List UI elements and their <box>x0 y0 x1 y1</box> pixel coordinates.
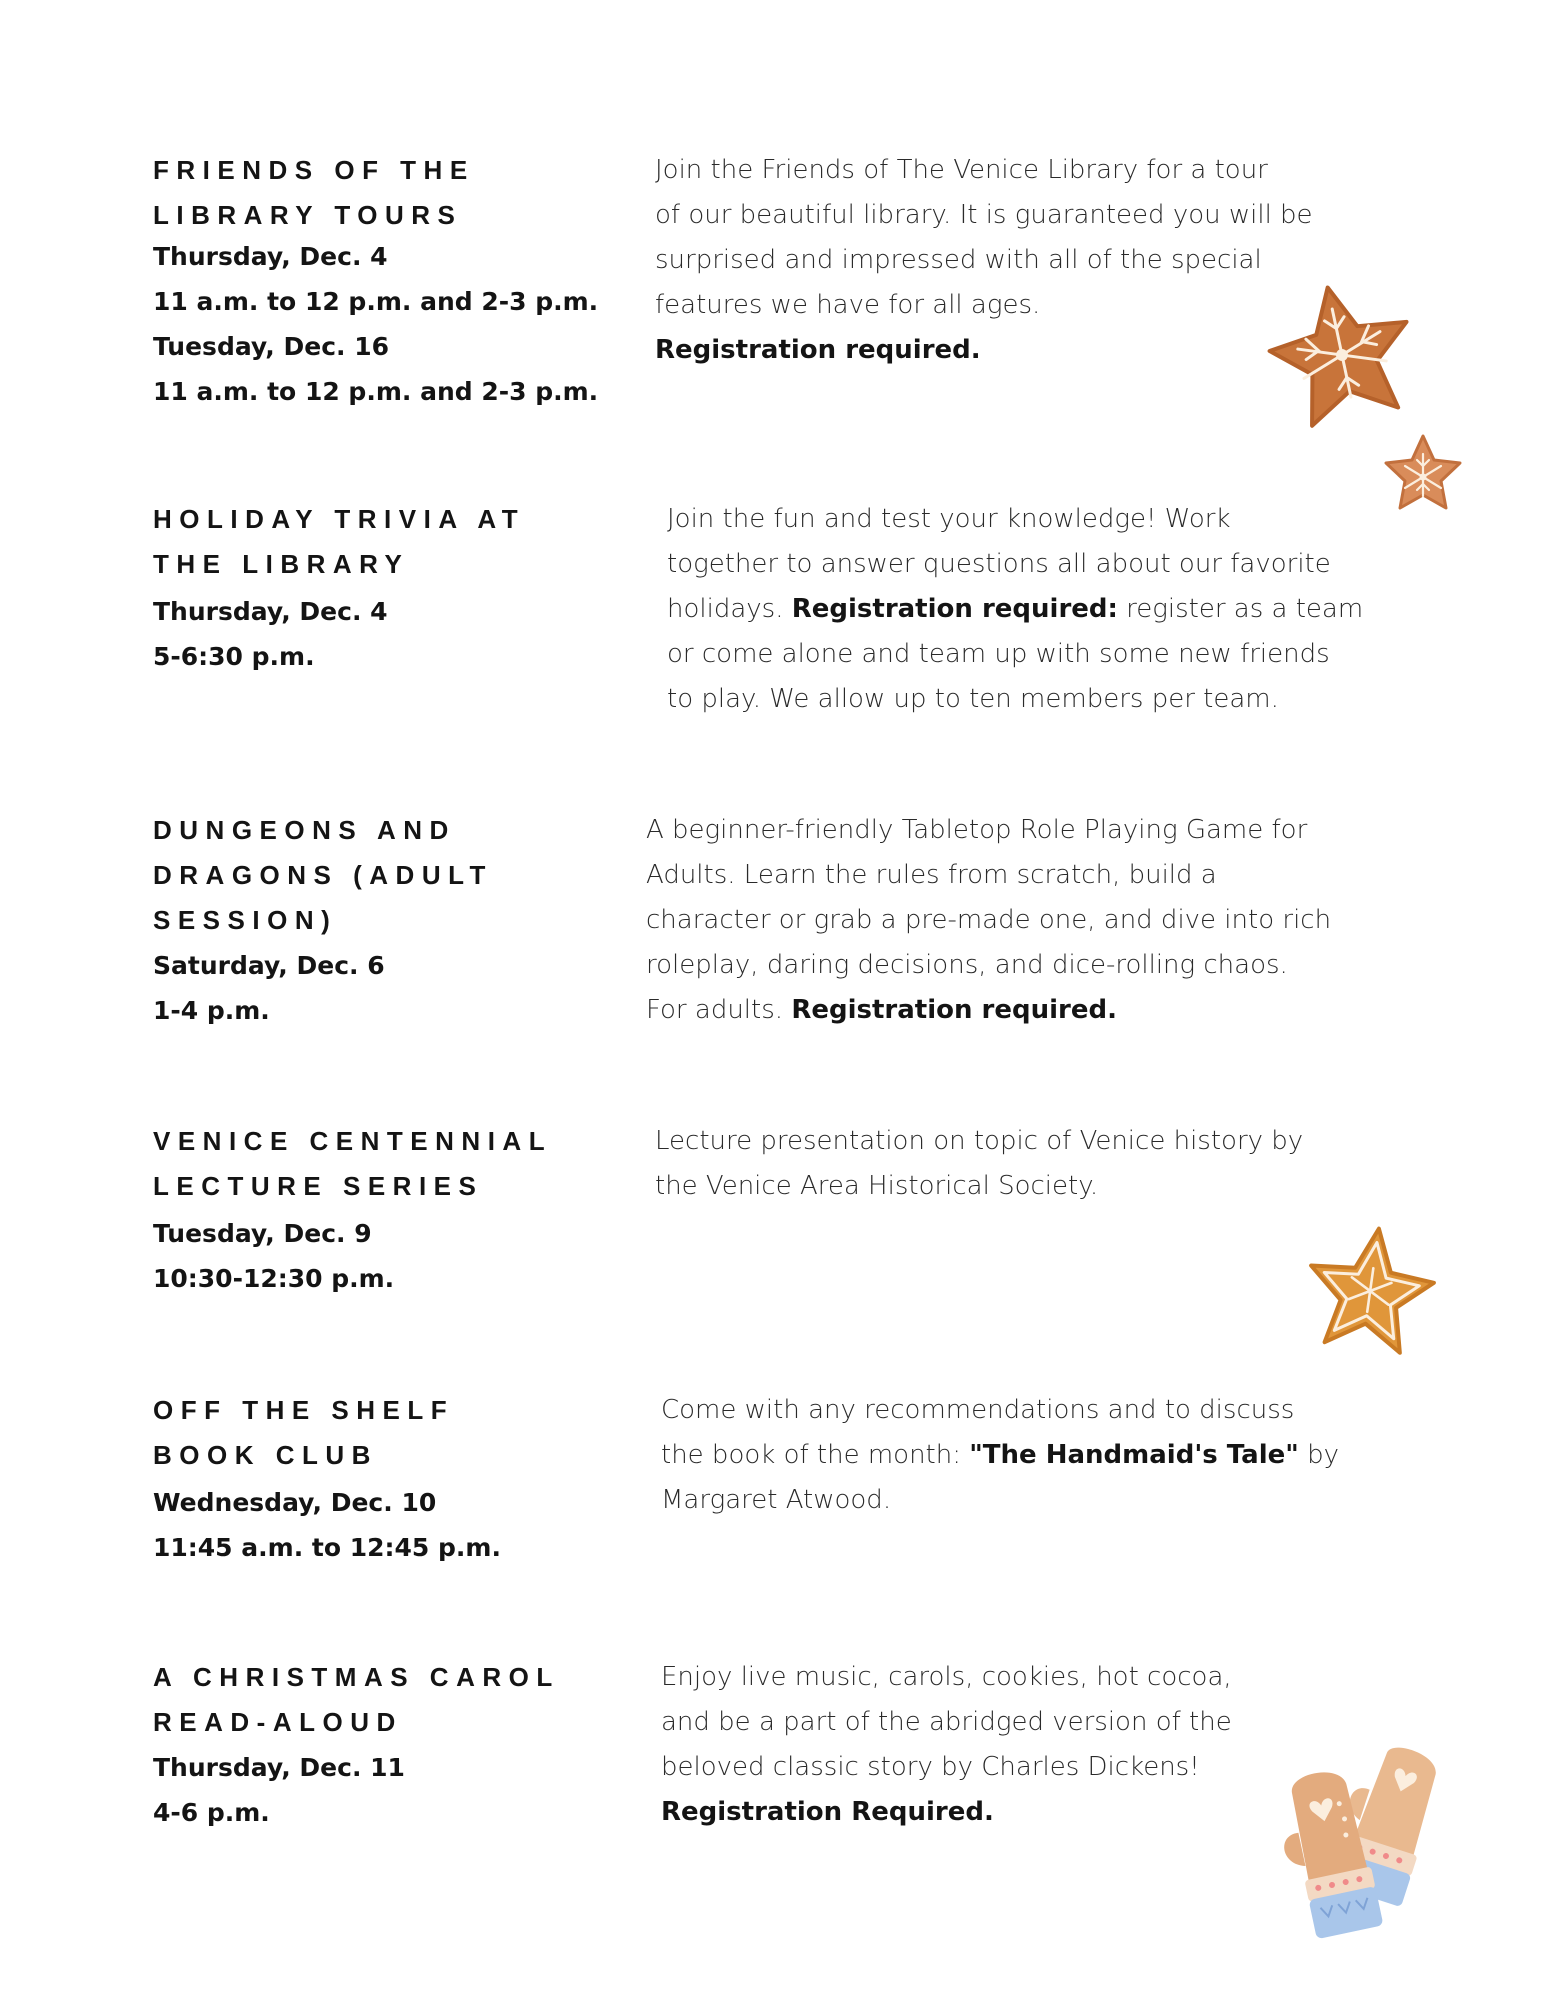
event-description <box>646 808 1386 1033</box>
event-date: Saturday, Dec. 6 <box>153 951 385 980</box>
event-title: BOOK CLUB <box>153 1440 378 1470</box>
text-span: by <box>1298 1440 1339 1470</box>
description-line: the Venice Area Historical Society. <box>655 1171 1099 1201</box>
event-title: THE LIBRARY <box>153 549 410 579</box>
text-span: holidays. <box>667 594 792 624</box>
event-info <box>153 808 623 1033</box>
event-title: SESSION) <box>153 905 338 935</box>
event-date: Tuesday, Dec. 9 <box>153 1219 372 1248</box>
event-time: 11 a.m. to 12 p.m. and 2-3 p.m. <box>153 377 599 406</box>
description-line: and be a part of the abridged version of the <box>661 1707 1232 1737</box>
description-line: Come with any recommendations and to discuss <box>661 1395 1295 1425</box>
event-description <box>661 1388 1381 1523</box>
description-line: or come alone and team up with some new friends <box>667 639 1330 669</box>
description-line: A beginner-friendly Tabletop Role Playing Game for <box>646 815 1308 845</box>
event-info <box>153 1655 623 1835</box>
description-line: Margaret Atwood. <box>661 1485 892 1515</box>
event-info <box>153 148 623 414</box>
event-info <box>153 1388 623 1570</box>
event-time: 11:45 a.m. to 12:45 p.m. <box>153 1533 501 1562</box>
event-date: Tuesday, Dec. 16 <box>153 332 390 361</box>
event-title: LECTURE SERIES <box>153 1171 484 1201</box>
registration-note: Registration required: <box>791 594 1118 624</box>
description-line: Lecture presentation on topic of Venice history by <box>655 1126 1304 1156</box>
registration-note: Registration required. <box>791 995 1117 1025</box>
event-date: Thursday, Dec. 4 <box>153 242 388 271</box>
event-title: DRAGONS (ADULT <box>153 860 493 890</box>
event-time: 11 a.m. to 12 p.m. and 2-3 p.m. <box>153 287 599 316</box>
event-time: 10:30-12:30 p.m. <box>153 1264 395 1293</box>
description-line: of our beautiful library. It is guaranteed you will be <box>655 200 1313 230</box>
event-description <box>655 1119 1375 1209</box>
gingerbread-star-icon <box>1262 280 1422 430</box>
text-span: the book of the month: <box>661 1440 970 1470</box>
description-line: Adults. Learn the rules from scratch, build a <box>646 860 1217 890</box>
description-line <box>667 587 1387 632</box>
book-title: "The Handmaid's Tale" <box>969 1440 1299 1470</box>
registration-note: Registration required. <box>655 335 981 365</box>
star-cookie-icon <box>1300 1222 1440 1362</box>
event-time: 1-4 p.m. <box>153 996 270 1025</box>
text-span: For adults. <box>646 995 792 1025</box>
description-line: Join the Friends of The Venice Library for a tour <box>655 155 1268 185</box>
event-title: READ-ALOUD <box>153 1707 403 1737</box>
description-line: Enjoy live music, carols, cookies, hot cocoa, <box>661 1662 1232 1692</box>
event-title: A CHRISTMAS CAROL <box>153 1662 560 1692</box>
description-line: surprised and impressed with all of the special <box>655 245 1262 275</box>
event-title: HOLIDAY TRIVIA AT <box>153 504 526 534</box>
text-span: register as a team <box>1117 594 1364 624</box>
description-line <box>661 1433 1381 1478</box>
description-line: Join the fun and test your knowledge! Work <box>667 504 1231 534</box>
event-date: Thursday, Dec. 4 <box>153 597 388 626</box>
event-title: OFF THE SHELF <box>153 1395 455 1425</box>
event-description <box>667 497 1387 722</box>
event-title: DUNGEONS AND <box>153 815 456 845</box>
registration-note: Registration Required. <box>661 1797 994 1827</box>
description-line: beloved classic story by Charles Dickens! <box>661 1752 1200 1782</box>
event-title: VENICE CENTENNIAL <box>153 1126 553 1156</box>
event-info <box>153 497 623 679</box>
event-time: 4-6 p.m. <box>153 1798 270 1827</box>
description-line: together to answer questions all about our favorite <box>667 549 1331 579</box>
description-line: to play. We allow up to ten members per team. <box>667 684 1279 714</box>
event-title: LIBRARY TOURS <box>153 200 463 230</box>
event-date: Thursday, Dec. 11 <box>153 1753 405 1782</box>
description-line: character or grab a pre-made one, and dive into rich <box>646 905 1332 935</box>
event-info <box>153 1119 623 1301</box>
description-line: features we have for all ages. <box>655 290 1041 320</box>
description-line <box>646 988 1386 1033</box>
event-title: FRIENDS OF THE <box>153 155 475 185</box>
snowflake-cookie-icon <box>1380 432 1466 516</box>
description-line: roleplay, daring decisions, and dice-rolling chaos. <box>646 950 1288 980</box>
event-date: Wednesday, Dec. 10 <box>153 1488 437 1517</box>
event-time: 5-6:30 p.m. <box>153 642 315 671</box>
mittens-icon <box>1262 1738 1462 1948</box>
